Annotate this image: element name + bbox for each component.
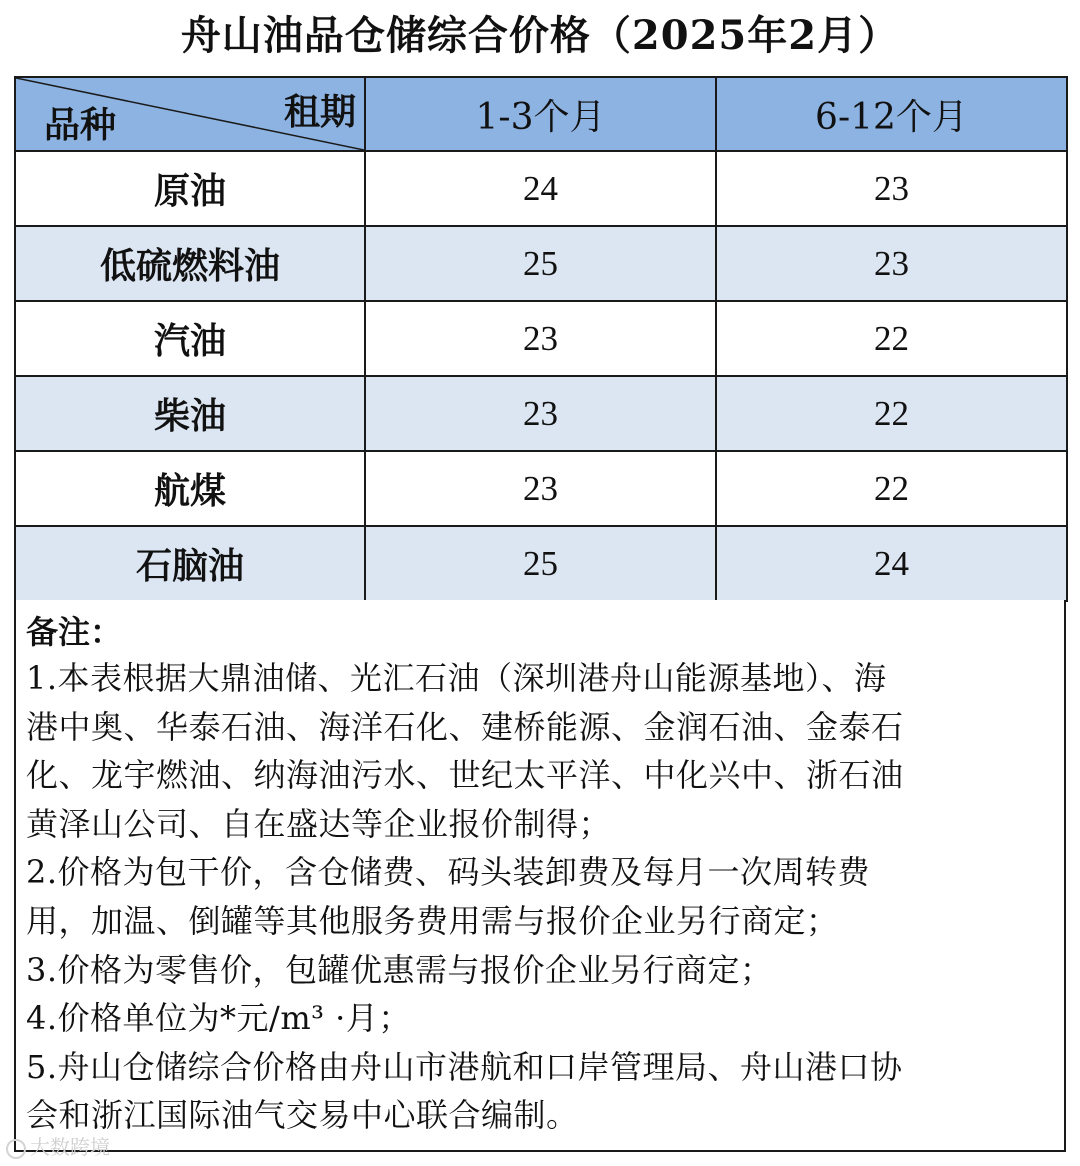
notes-title: 备注： (26, 613, 123, 651)
table-row (15, 226, 1067, 301)
table-row (15, 451, 1067, 526)
page-title: 舟山油品仓储综合价格（2025年2月） (180, 12, 900, 59)
table-header-row (15, 77, 1067, 151)
note-line: 用，加温、倒罐等其他服务费用需与报价企业另行商定； (26, 901, 839, 940)
table-row (15, 151, 1067, 226)
watermark-logo-icon (6, 1139, 26, 1159)
price-long-term: 22 (716, 451, 1067, 526)
note-line: 3.价格为零售价，包罐优惠需与报价企业另行商定； (26, 950, 773, 989)
price-long-term: 24 (716, 526, 1067, 601)
note-line: 会和浙江国际油气交易中心联合编制。 (26, 1096, 579, 1135)
product-name: 低硫燃料油 (15, 226, 365, 301)
price-long-term: 22 (716, 301, 1067, 376)
product-name: 汽油 (15, 301, 365, 376)
price-long-term: 23 (716, 151, 1067, 226)
price-long-term: 22 (716, 376, 1067, 451)
product-name: 柴油 (15, 376, 365, 451)
product-name: 航煤 (15, 451, 365, 526)
product-name: 原油 (15, 151, 365, 226)
table-row (15, 526, 1067, 601)
note-line: 4.价格单位为*元/m³ ·月； (26, 999, 411, 1038)
note-line: 黄泽山公司、自在盛达等企业报价制得； (26, 804, 612, 843)
note-line: 港中奥、华泰石油、海洋石化、建桥能源、金润石油、金泰石 (26, 707, 904, 746)
table-row (15, 301, 1067, 376)
product-label: 品种 (44, 104, 117, 146)
price-short-term: 24 (365, 151, 716, 226)
corner-header-cell (15, 77, 365, 151)
column-header-short-term: 1-3个月 (365, 77, 716, 151)
price-short-term: 23 (365, 301, 716, 376)
watermark-text: 大数跨境 (30, 1135, 110, 1159)
watermark (6, 1131, 110, 1160)
price-long-term: 23 (716, 226, 1067, 301)
price-short-term: 25 (365, 226, 716, 301)
lease-term-label: 租期 (283, 91, 356, 133)
price-short-term: 23 (365, 376, 716, 451)
column-header-long-term: 6-12个月 (716, 77, 1067, 151)
product-name: 石脑油 (15, 526, 365, 601)
price-table (14, 76, 1068, 602)
price-short-term: 25 (365, 526, 716, 601)
notes-body (26, 654, 1046, 1140)
table-row (15, 376, 1067, 451)
notes-section (14, 600, 1066, 1152)
note-line: 1.本表根据大鼎油储、光汇石油（深圳港舟山能源基地）、海 (26, 659, 887, 697)
note-line: 2.价格为包干价，含仓储费、码头装卸费及每月一次周转费 (26, 853, 871, 892)
note-line: 化、龙宇燃油、纳海油污水、世纪太平洋、中化兴中、浙石油 (26, 756, 904, 795)
note-line: 5.舟山仓储综合价格由舟山市港航和口岸管理局、舟山港口协 (26, 1047, 903, 1086)
price-short-term: 23 (365, 451, 716, 526)
